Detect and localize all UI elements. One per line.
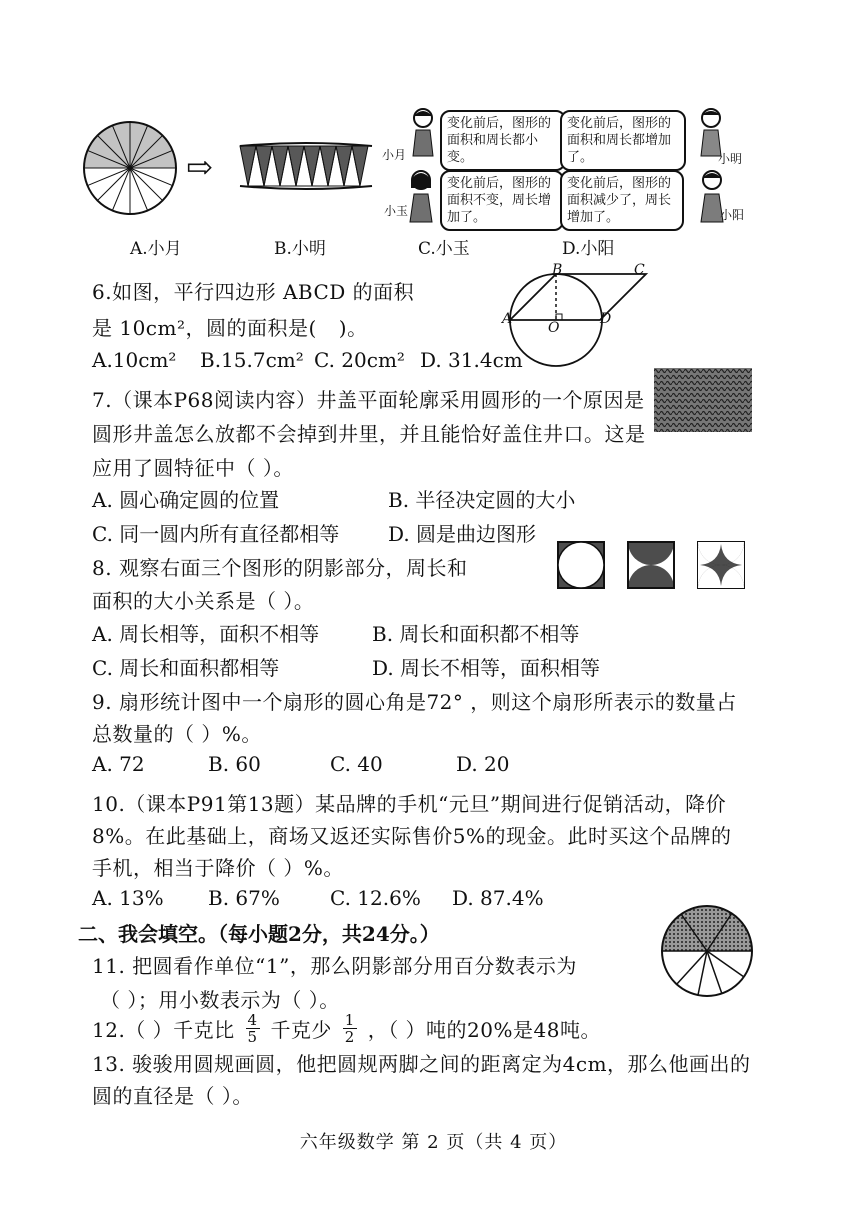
shaded-shapes-figure: [556, 540, 766, 590]
q9-option-d[interactable]: D. 20: [456, 752, 510, 776]
q10-stem-line2: 8%。在此基础上，商场又返还实际售价5%的现金。此时买这个品牌的: [92, 824, 732, 848]
q6-stem-line1: 6.如图，平行四边形 ABCD 的面积: [92, 280, 415, 304]
q9-option-a[interactable]: A. 72: [92, 752, 145, 776]
q8-option-b[interactable]: B. 周长和面积都不相等: [372, 622, 580, 646]
q6-stem-line2: 是 10cm²，圆的面积是( )。: [92, 316, 368, 340]
q7-stem-line1: 7.（课本P68阅读内容）井盖平面轮廓采用圆形的一个原因是: [92, 388, 645, 412]
q5-option-c[interactable]: C.小玉: [418, 239, 470, 259]
q11-stem-line1: 11. 把圆看作单位“1”，那么阴影部分用百分数表示为: [92, 954, 577, 978]
q13-stem-line1: 13. 骏骏用圆规画圆，他把圆规两脚之间的距离定为4cm，那么他画出的: [92, 1052, 751, 1076]
pie-circle-figure: [660, 904, 754, 998]
q11-stem-line2: （ ）；用小数表示为（ ）。: [100, 988, 340, 1012]
q9-option-c[interactable]: C. 40: [330, 752, 383, 776]
q8-stem-line1: 8. 观察右面三个图形的阴影部分，周长和: [92, 556, 468, 580]
q7-stem-line2: 圆形井盖怎么放都不会掉到井里，并且能恰好盖住井口。这是: [92, 422, 646, 446]
q5-option-d[interactable]: D.小阳: [562, 239, 615, 259]
q10-option-c[interactable]: C. 12.6%: [330, 886, 421, 910]
fraction-four-fifths: $\frac{4}{5}$: [247, 1011, 258, 1046]
q13-stem-line2: 圆的直径是（ ）。: [92, 1084, 253, 1108]
xiaoyue-name: 小月: [382, 148, 407, 162]
q8-option-a[interactable]: A. 周长相等，面积不相等: [92, 622, 320, 646]
q7-option-d[interactable]: D. 圆是曲边图形: [388, 522, 537, 546]
q10-stem-line1: 10.（课本P91第13题）某品牌的手机“元旦”期间进行促销活动，降价: [92, 792, 727, 816]
right-arrow-icon: ⇨: [186, 148, 213, 186]
xiaoming-name: 小明: [718, 152, 743, 166]
xiaoyang-speech-bubble: 变化前后，图形的面积减少了，周长增加了。: [560, 170, 684, 231]
fraction-one-half: $\frac{1}{2}$: [344, 1011, 355, 1046]
q7-stem-line3: 应用了圆特征中（ ）。: [92, 456, 294, 480]
xiaoyu-speech-bubble: 变化前后，图形的面积不变，周长增加了。: [440, 170, 564, 231]
girl-xiaoyue-icon: [408, 106, 438, 158]
q10-option-b[interactable]: B. 67%: [208, 886, 280, 910]
q6-option-c[interactable]: C. 20cm²: [314, 348, 405, 372]
manhole-cover-image: [654, 368, 752, 432]
xiaoyang-name: 小阳: [720, 208, 745, 222]
q6-option-d[interactable]: D. 31.4cm: [420, 348, 523, 372]
xiaoyue-speech-bubble: 变化前后，图形的面积和周长都小变。: [440, 110, 566, 171]
divided-circle-figure: [80, 118, 180, 218]
point-a-label: A: [502, 311, 513, 327]
q6-option-a[interactable]: A.10cm²: [92, 348, 177, 372]
q9-option-b[interactable]: B. 60: [208, 752, 261, 776]
q10-option-d[interactable]: D. 87.4%: [452, 886, 544, 910]
point-b-label: B: [552, 262, 563, 278]
point-o-label: O: [548, 320, 560, 336]
q9-stem-line1: 9. 扇形统计图中一个扇形的圆心角是72° ，则这个扇形所表示的数量占: [92, 690, 737, 714]
q8-stem-line2: 面积的大小关系是（ ）。: [92, 589, 315, 613]
xiaoyu-name: 小玉: [384, 204, 409, 218]
xiaoming-speech-bubble: 变化前后，图形的面积和周长都增加了。: [560, 110, 686, 171]
rearranged-strips-figure: [236, 140, 376, 192]
q10-stem-line3: 手机，相当于降价（ ）%。: [92, 856, 344, 880]
q12-stem: 12.（ ）千克比 $\frac{4}{5}$ 千克少 $\frac{1}{2}$ ，（ ）吨的20%是48吨。: [92, 1011, 601, 1046]
q7-option-c[interactable]: C. 同一圆内所有直径都相等: [92, 522, 340, 546]
girl-xiaoyu-icon: [406, 168, 436, 224]
q5-option-a[interactable]: A.小月: [130, 239, 182, 259]
q9-stem-line2: 总数量的（ ）%。: [92, 722, 262, 746]
section-2-title: 二、我会填空。（每小题2分，共24分。）: [78, 922, 440, 946]
q10-option-a[interactable]: A. 13%: [92, 886, 164, 910]
page-footer: 六年级数学 第 2 页（共 4 页）: [299, 1132, 568, 1153]
point-c-label: C: [634, 262, 645, 278]
q6-option-b[interactable]: B.15.7cm²: [200, 348, 304, 372]
q7-option-b[interactable]: B. 半径决定圆的大小: [388, 488, 576, 512]
q5-option-b[interactable]: B.小明: [274, 239, 326, 259]
q8-option-d[interactable]: D. 周长不相等，面积相等: [372, 656, 601, 680]
parallelogram-circle-figure: [500, 262, 660, 370]
q8-option-c[interactable]: C. 周长和面积都相等: [92, 656, 280, 680]
point-d-label: D: [600, 311, 612, 327]
q7-option-a[interactable]: A. 圆心确定圆的位置: [92, 488, 280, 512]
